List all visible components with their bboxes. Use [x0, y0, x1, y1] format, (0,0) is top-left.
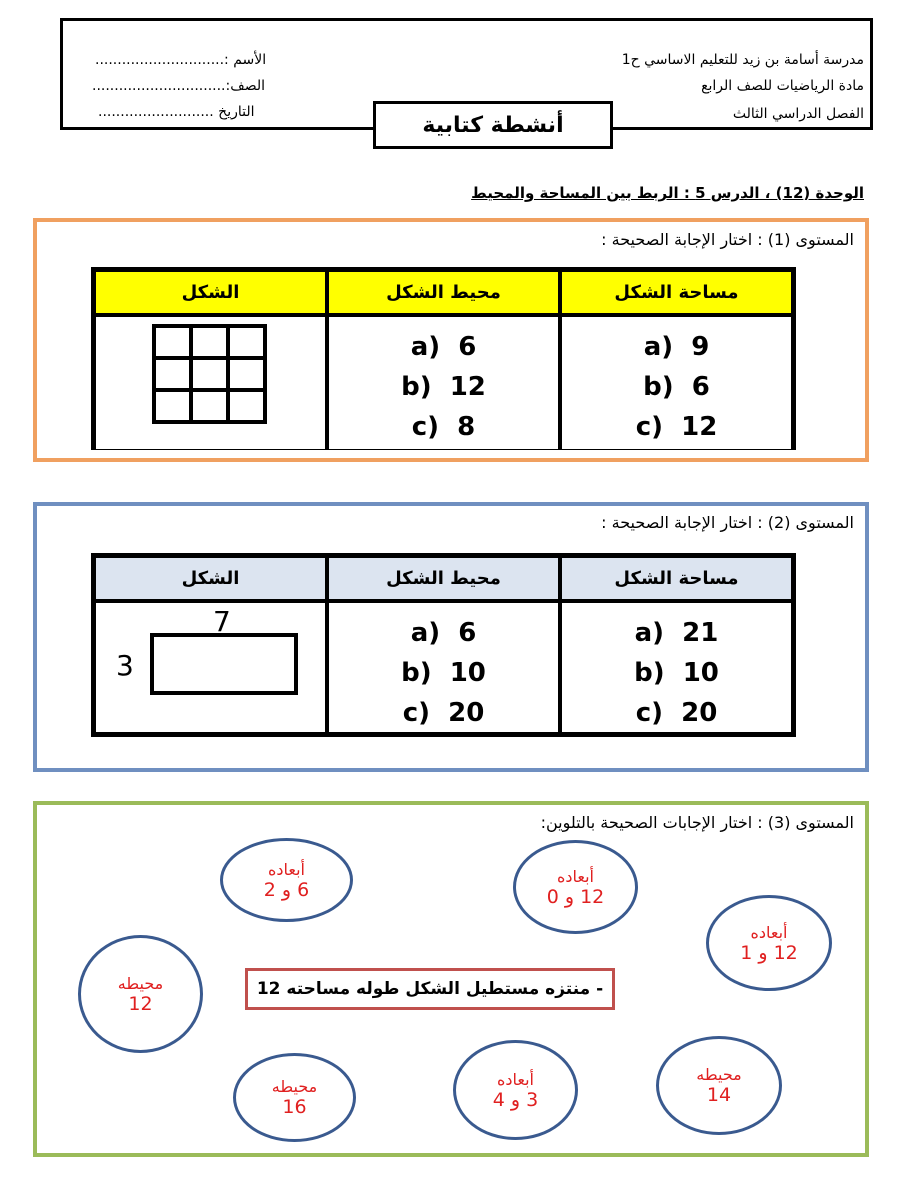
bubble-label: أبعاده [497, 1069, 534, 1089]
answer-bubble[interactable] [706, 895, 832, 991]
level2-shape-cell [96, 603, 325, 732]
level1-perimeter-option-a[interactable]: a) 6 [410, 332, 477, 362]
rectangle-shape [150, 633, 298, 695]
level1-area-option-b[interactable]: b) 6 [643, 372, 710, 402]
date-field[interactable]: التاريخ .......................... [98, 104, 255, 120]
level2-header-shape: الشكل [96, 558, 325, 599]
bubble-label: أبعاده [268, 859, 305, 879]
subject-name: مادة الرياضيات للصف الرابع [701, 78, 864, 94]
level2-area-option-b[interactable]: b) 10 [634, 658, 719, 688]
bubble-value: 6 و 2 [263, 878, 310, 901]
level2-table [91, 553, 796, 737]
level1-header-area: مساحة الشكل [562, 272, 791, 313]
level2-perimeter-cell [329, 603, 558, 732]
bubble-label: أبعاده [557, 866, 594, 886]
level2-perimeter-option-c[interactable]: c) 20 [402, 698, 485, 728]
bubble-value: 12 و 0 [546, 885, 605, 908]
bubble-label: محيطه [117, 973, 164, 993]
class-field[interactable]: الصف:.............................. [92, 78, 266, 94]
unit-title: الوحدة (12) ، الدرس 5 : الربط بين المساحة والمحيط [471, 184, 864, 202]
level2-instruction: المستوى (2) : اختار الإجابة الصحيحة : [601, 513, 854, 532]
level1-perimeter-cell [329, 317, 558, 449]
answer-bubble[interactable] [78, 935, 203, 1053]
rect-width-label: 3 [116, 649, 134, 682]
bubble-label: أبعاده [750, 922, 788, 942]
level2-area-option-a[interactable]: a) 21 [634, 618, 719, 648]
bubble-value: 14 [706, 1084, 732, 1106]
answer-bubble[interactable] [453, 1040, 578, 1140]
level1-header-shape: الشكل [96, 272, 325, 313]
bubble-value: 3 و 4 [492, 1088, 539, 1111]
bubble-value: 16 [282, 1096, 307, 1118]
level2-header-area: مساحة الشكل [562, 558, 791, 599]
answer-bubble[interactable] [233, 1053, 356, 1142]
level1-header-perimeter: محيط الشكل [329, 272, 558, 313]
answer-bubble[interactable] [656, 1036, 782, 1135]
bubble-value: 12 و 1 [740, 941, 798, 964]
level2-header-perimeter: محيط الشكل [329, 558, 558, 599]
rect-length-label: 7 [213, 605, 231, 638]
bubble-label: محيطه [696, 1065, 742, 1084]
answer-bubble[interactable] [513, 840, 638, 934]
answer-bubble[interactable] [220, 838, 353, 922]
level3-instruction: المستوى (3) : اختار الإجابات الصحيحة بالتلوين: [540, 813, 854, 832]
level1-instruction: المستوى (1) : اختار الإجابة الصحيحة : [601, 230, 854, 249]
bubble-label: محيطه [271, 1077, 318, 1096]
level1-perimeter-option-b[interactable]: b) 12 [401, 372, 486, 402]
level1-area-cell [562, 317, 791, 449]
page-title: أنشطة كتابية [373, 101, 613, 149]
question-box: - منتزه مستطيل الشكل طوله مساحته 12 [245, 968, 615, 1010]
level1-shape-cell [96, 317, 325, 449]
level1-perimeter-option-c[interactable]: c) 8 [411, 412, 476, 442]
level2-perimeter-option-b[interactable]: b) 10 [401, 658, 486, 688]
level1-area-option-c[interactable]: c) 12 [635, 412, 718, 442]
term-name: الفصل الدراسي الثالث [732, 106, 864, 122]
level2-area-option-c[interactable]: c) 20 [635, 698, 718, 728]
school-name: مدرسة أسامة بن زيد للتعليم الاساسي ح1 [621, 52, 864, 68]
level1-table [91, 267, 796, 450]
level2-perimeter-option-a[interactable]: a) 6 [410, 618, 477, 648]
bubble-value: 12 [128, 992, 153, 1015]
grid-shape [96, 317, 325, 445]
name-field[interactable]: الأسم :............................. [95, 52, 267, 68]
level2-area-cell [562, 603, 791, 732]
level1-area-option-a[interactable]: a) 9 [643, 332, 710, 362]
